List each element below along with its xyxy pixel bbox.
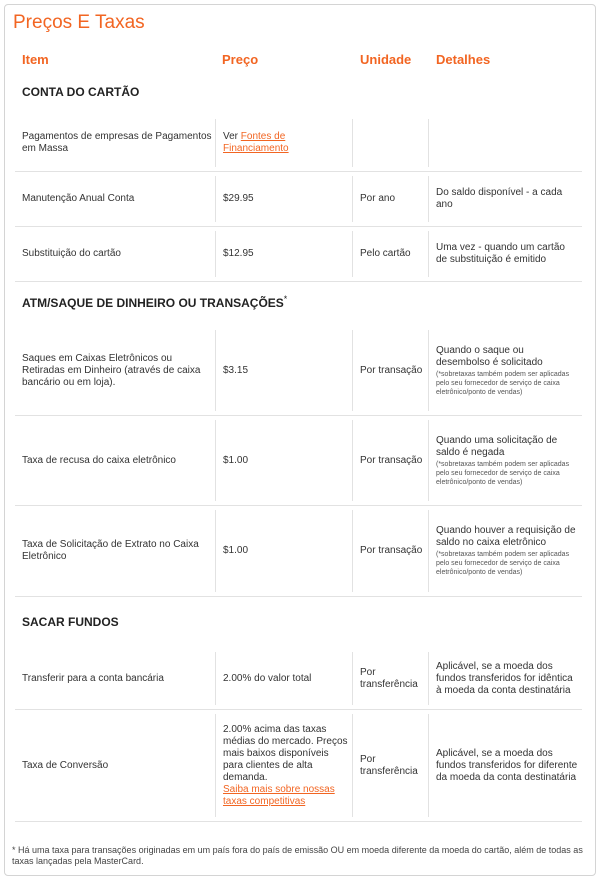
details-cell: Aplicável, se a moeda dos fundos transferidos for diferente da moeda da conta destinatária (436, 747, 578, 783)
price-cell: $1.00 (223, 454, 249, 466)
price-cell: Ver Fontes de Financiamento (223, 131, 289, 154)
table-row (15, 710, 582, 822)
unit-cell: Pelo cartão (360, 248, 411, 259)
price-cell: $29.95 (223, 193, 254, 204)
funding-sources-link[interactable]: Fontes de Financiamento (223, 131, 289, 154)
header-details: Detalhes (436, 52, 491, 67)
details-cell: Uma vez - quando um cartão de substituição é emitido (436, 242, 565, 265)
details-cell: Quando o saque ou desembolso é solicitado (*sobretaxas também podem ser aplicadas pelo seu fornecedor de serviço de caixa eletrônico/ponto de vendas) (436, 326, 578, 415)
header-unit: Unidade (360, 52, 412, 67)
surcharge-note: (*sobretaxas também podem ser aplicadas pelo seu fornecedor de serviço de caixa eletrônico/ponto de vendas) (436, 370, 570, 396)
header-item: Item (22, 52, 49, 67)
unit-cell: Por transação (360, 454, 423, 466)
unit-cell: Por transação (360, 364, 423, 376)
table-row (15, 326, 582, 416)
details-cell: Quando houver a requisição de saldo no caixa eletrônico (*sobretaxas também podem ser aplicadas pelo seu fornecedor de serviço de caixa eletrônico/ponto de vendas) (436, 506, 578, 596)
table-row (15, 172, 582, 227)
table-row (15, 227, 582, 282)
table-row (15, 416, 582, 506)
table-row (15, 648, 582, 710)
item-cell: Taxa de Conversão (22, 759, 109, 771)
item-cell: Taxa de recusa do caixa eletrônico (22, 454, 176, 466)
details-cell: Quando uma solicitação de saldo é negada (*sobretaxas também podem ser aplicadas pelo seu fornecedor de serviço de caixa eletrônico/ponto de vendas) (436, 416, 578, 505)
unit-cell: Por transferência (360, 666, 418, 690)
section-title-card-account: CONTA DO CARTÃO (22, 85, 140, 99)
item-cell: Saques em Caixas Eletrônicos ou Retiradas em Dinheiro (através de caixa bancário ou em loja). (22, 352, 201, 388)
surcharge-note: (*sobretaxas também podem ser aplicadas pelo seu fornecedor de serviço de caixa eletrônico/ponto de vendas) (436, 460, 570, 486)
price-cell: 2.00% acima das taxas médias do mercado. Preços mais baixos disponíveis para clientes de alta demanda. Saiba mais sobre nossas taxas competitivas (223, 723, 348, 807)
section-title-withdraw: SACAR FUNDOS (22, 615, 119, 629)
unit-cell (360, 115, 425, 171)
price-cell: $12.95 (223, 248, 254, 259)
unit-cell: Por ano (360, 193, 396, 204)
section-title-atm: ATM/SAQUE DE DINHEIRO OU TRANSAÇÕES* (22, 294, 288, 310)
details-cell: Do saldo disponível - a cada ano (436, 187, 563, 210)
item-cell: Pagamentos de empresas de Pagamentos em Massa (22, 131, 212, 154)
price-cell: 2.00% do valor total (223, 672, 312, 684)
surcharge-note: (*sobretaxas também podem ser aplicadas pelo seu fornecedor de serviço de caixa eletrônico/ponto de vendas) (436, 551, 570, 576)
price-cell: $3.15 (223, 364, 249, 376)
footnote: * Há uma taxa para transações originadas em um país fora do país de emissão OU em moeda diferente da moeda do cartão, além de todas as taxas lançadas pela MasterCard. (12, 845, 583, 866)
item-cell: Substituição do cartão (22, 248, 121, 259)
competitive-rates-link[interactable]: Saiba mais sobre nossas taxas competitivas (223, 783, 335, 807)
table-row (15, 506, 582, 597)
details-cell: Aplicável, se a moeda dos fundos transferidos for idêntica à moeda da conta destinatária (436, 660, 573, 696)
details-cell (436, 115, 578, 171)
unit-cell: Por transação (360, 545, 423, 556)
item-cell: Transferir para a conta bancária (22, 672, 164, 684)
table-row (15, 115, 582, 172)
item-cell: Manutenção Anual Conta (22, 193, 135, 204)
price-cell: $1.00 (223, 545, 249, 556)
header-price: Preço (222, 52, 259, 67)
unit-cell: Por transferência (360, 753, 418, 777)
page-title: Preços E Taxas (13, 12, 145, 33)
item-cell: Taxa de Solicitação de Extrato no Caixa Eletrônico (22, 539, 199, 562)
